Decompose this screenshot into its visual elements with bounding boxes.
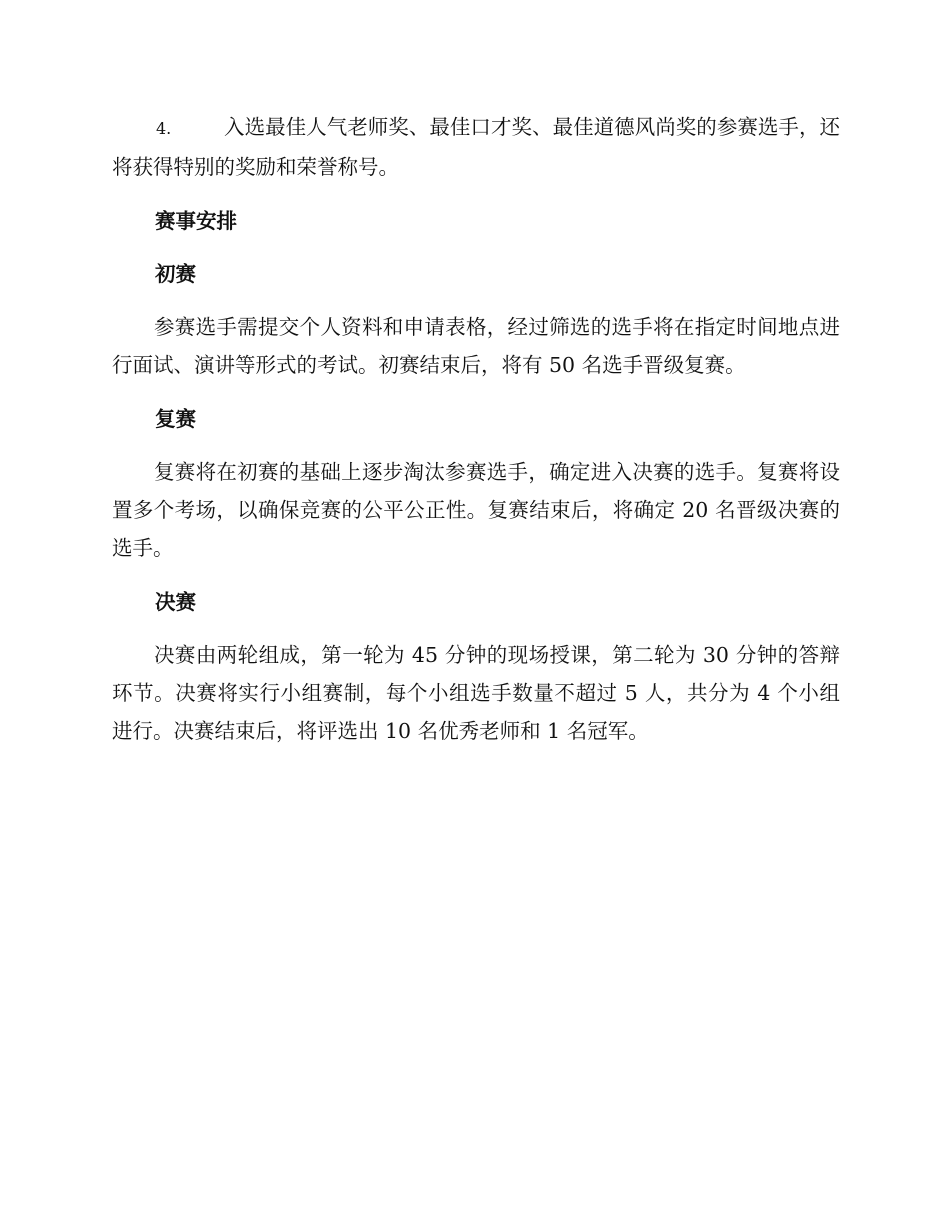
list-item-number: 4.	[156, 119, 172, 138]
semifinal-heading: 复赛	[155, 407, 196, 431]
semifinal-body: 复赛将在初赛的基础上逐步淘汰参赛选手，确定进入决赛的选手。复赛将设置多个考场，以确保竞赛的公平公正性。复赛结束后，将确定 20 名晋级决赛的选手。	[112, 460, 840, 560]
final-body: 决赛由两轮组成，第一轮为 45 分钟的现场授课，第二轮为 30 分钟的答辩环节。决赛将实行小组赛制，每个小组选手数量不超过 5 人，共分为 4 个小组进行。决赛结束后，将评选出 10 名优秀老师和 1 名冠军。	[112, 643, 840, 743]
preliminary-heading: 初赛	[155, 262, 196, 286]
document-content	[112, 108, 840, 750]
final-heading: 决赛	[155, 590, 196, 614]
list-item-4	[112, 108, 840, 186]
section-title: 赛事安排	[155, 209, 237, 233]
preliminary-body: 参赛选手需提交个人资料和申请表格，经过筛选的选手将在指定时间地点进行面试、演讲等形式的考试。初赛结束后，将有 50 名选手晋级复赛。	[112, 315, 840, 377]
list-item-text: 入选最佳人气老师奖、最佳口才奖、最佳道德风尚奖的参赛选手，还将获得特别的奖励和荣誉称号。	[112, 115, 840, 179]
